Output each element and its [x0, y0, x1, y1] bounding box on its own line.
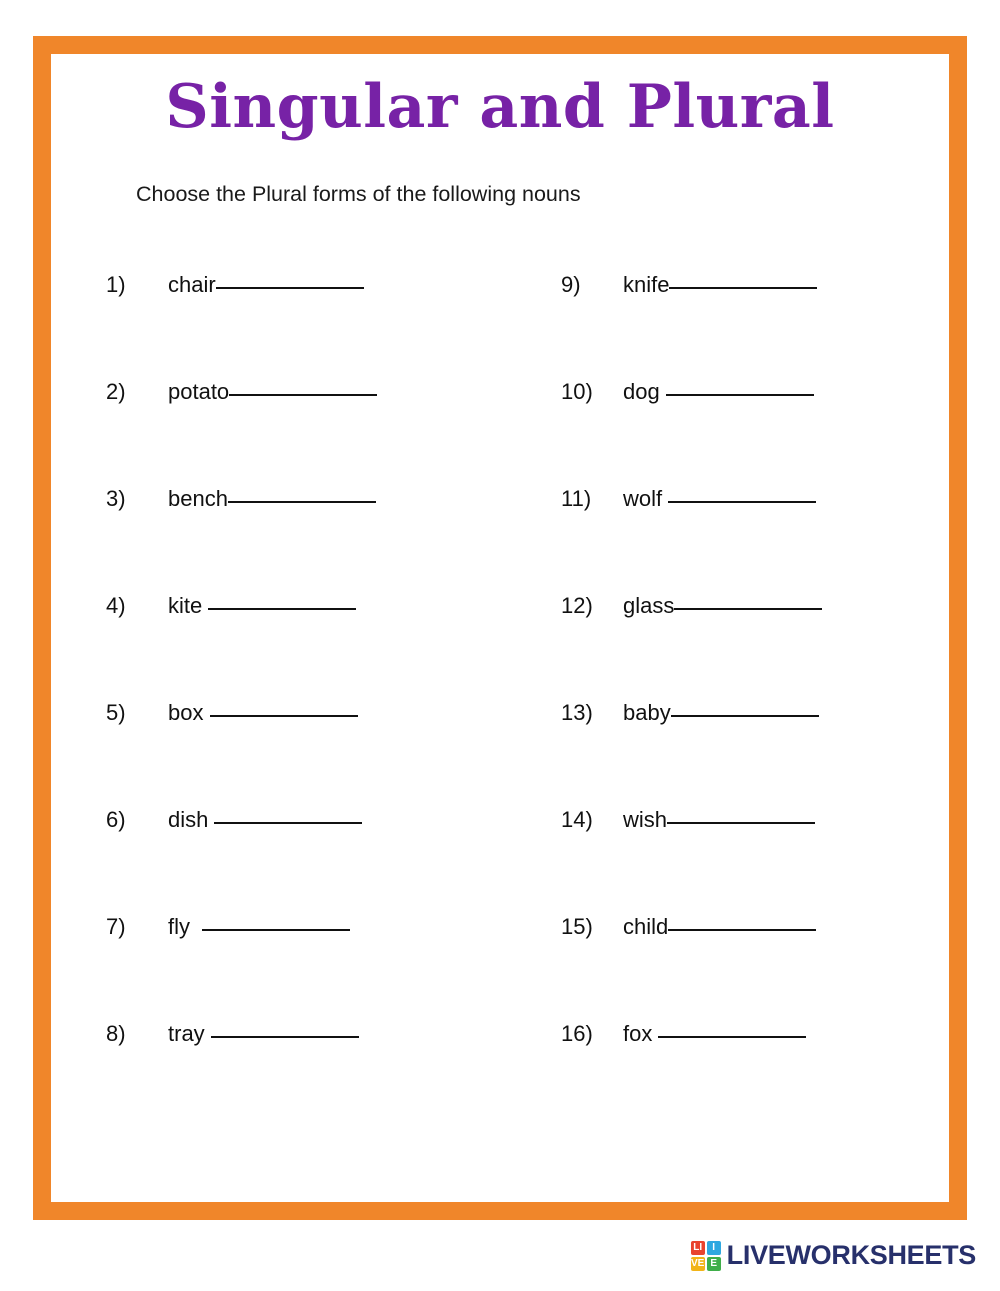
question-word: potato [168, 379, 230, 404]
answer-blank[interactable] [211, 1035, 359, 1038]
worksheet-content [51, 54, 949, 1202]
answer-blank[interactable] [216, 286, 364, 289]
question-word: box [168, 700, 210, 725]
question-word: kite [168, 593, 209, 618]
question-word: fox [623, 1021, 659, 1046]
answer-blank[interactable] [229, 393, 377, 396]
question-word: chair [168, 272, 216, 297]
answer-blank[interactable] [668, 500, 816, 503]
question-number: 12) [561, 593, 593, 618]
question-word: wish [623, 807, 668, 832]
question-word: knife [623, 272, 670, 297]
answer-blank[interactable] [228, 500, 376, 503]
answer-blank[interactable] [658, 1035, 806, 1038]
question-item [561, 379, 981, 486]
question-item [106, 272, 526, 379]
answer-blank[interactable] [210, 714, 358, 717]
question-item [561, 807, 981, 914]
answer-blank[interactable] [671, 714, 819, 717]
question-number: 1) [106, 272, 126, 297]
answer-blank[interactable] [668, 928, 816, 931]
logo-tile-e: E [707, 1257, 721, 1271]
liveworksheets-logo[interactable] [691, 1240, 976, 1271]
question-number: 11) [561, 486, 592, 511]
questions-column-right [561, 272, 981, 1128]
answer-blank[interactable] [669, 286, 817, 289]
question-item [106, 700, 526, 807]
question-word: dog [623, 379, 666, 404]
question-number: 6) [106, 807, 126, 832]
question-number: 13) [561, 700, 593, 725]
answer-blank[interactable] [674, 607, 822, 610]
answer-blank[interactable] [214, 821, 362, 824]
question-number: 16) [561, 1021, 593, 1046]
answer-blank[interactable] [667, 821, 815, 824]
question-number: 10) [561, 379, 593, 404]
question-word: child [623, 914, 669, 939]
question-number: 4) [106, 593, 126, 618]
question-word: tray [168, 1021, 211, 1046]
question-item [561, 700, 981, 807]
question-number: 5) [106, 700, 126, 725]
question-word: fly [168, 914, 203, 939]
question-item [106, 486, 526, 593]
question-number: 15) [561, 914, 593, 939]
questions-column-left [106, 272, 526, 1128]
answer-blank[interactable] [208, 607, 356, 610]
logo-tile-ve: VE [691, 1257, 705, 1269]
question-number: 14) [561, 807, 593, 832]
logo-tiles-icon [691, 1241, 721, 1271]
logo-tile-i: I [707, 1241, 721, 1255]
answer-blank[interactable] [202, 928, 350, 931]
question-number: 7) [106, 914, 126, 939]
question-item [106, 379, 526, 486]
answer-blank[interactable] [666, 393, 814, 396]
worksheet-sheet [33, 36, 967, 1220]
question-item [561, 272, 981, 379]
question-item [106, 914, 526, 1021]
question-item [106, 807, 526, 914]
page-title: Singular and Plural [165, 72, 835, 142]
question-item [561, 593, 981, 700]
question-number: 9) [561, 272, 581, 297]
question-number: 3) [106, 486, 126, 511]
question-item [106, 593, 526, 700]
question-number: 8) [106, 1021, 126, 1046]
question-word: wolf [623, 486, 669, 511]
question-item [561, 486, 981, 593]
logo-tile-li: LI [691, 1241, 705, 1255]
question-item [561, 1021, 981, 1128]
question-item [106, 1021, 526, 1128]
question-word: baby [623, 700, 671, 725]
question-word: glass [623, 593, 675, 618]
question-word: dish [168, 807, 215, 832]
question-word: bench [168, 486, 228, 511]
logo-brand-text: LIVEWORKSHEETS [726, 1240, 976, 1270]
question-number: 2) [106, 379, 126, 404]
questions-area [51, 272, 949, 1152]
question-item [561, 914, 981, 1021]
instruction-text: Choose the Plural forms of the following nouns [136, 182, 581, 206]
